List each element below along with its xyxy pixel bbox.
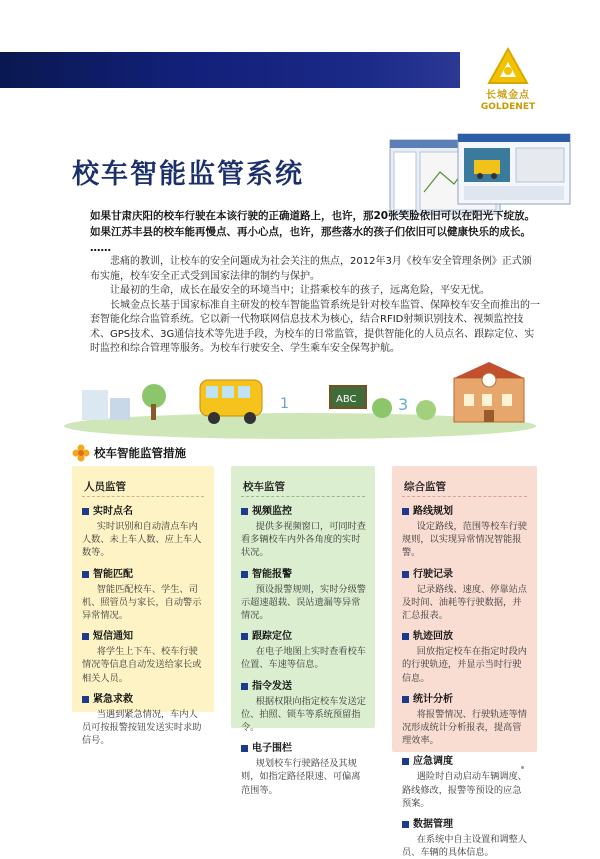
bullet-square-icon [241,571,248,578]
bullet-square-icon [241,508,248,515]
software-screenshots-illustration [388,132,572,220]
body-paragraph: 让最初的生命，成长在最安全的环境当中；让搭乘校车的孩子，远离危险，平安无忧。 [110,285,490,296]
intro-text [90,255,540,357]
logo-name-cn: 长城金点 [486,90,530,101]
column-vehicle [231,466,375,796]
measure-item: 视频监控 提供多视频窗口，可同时查看多辆校车内外各角度的实时状况。 [241,506,366,559]
measure-item: 数据管理 在系统中自主设置和调整人员、车辆的具体信息。 [402,819,527,859]
measure-item: 智能匹配 智能匹配校车、学生、司机、照管员与家长，自动警示异常情况。 [82,568,202,622]
measure-item: 短信通知 将学生上下车、校车行驶情况等信息自动发送给家长或相关人员。 [82,631,202,684]
bullet-square-icon [402,571,409,578]
bullet-square-icon [402,633,409,640]
measure-item: 统计分析 将报警情况、行驶轨迹等情况形成统计分析报表，提高管理效率。 [402,693,527,747]
bullet-square-icon [241,633,248,640]
measure-item: 跟踪定位 在电子地图上实时查看校车位置、车速等信息。 [241,631,366,671]
logo-triangle-icon [486,46,530,90]
measure-item: 应急调度 遇险时自动启动车辆调度、路线修改，报警等预设的应急预案。 [402,756,527,809]
bullet-square-icon [82,571,89,578]
measure-item: 轨迹回放 回放指定校车在指定时段内的行驶轨迹，并显示当时行驶信息。 [402,631,527,684]
bullet-square-icon [402,758,409,765]
body-paragraph: 悲痛的教训，让校车的安全问题成为社会关注的焦点，2012年3月《校车安全管理条例》正式颁布实施，校车安全正式受到国家法律的制约与保护。 [90,256,532,282]
body-paragraph: 长城金点长基于国家标准自主研发的校车智能监管系统是针对校车监管、保障校车安全而推出的一套智能化综合监管系统。它以新一代物联网信息技术为核心，结合RFID射频识别技术、视频监控技术、GPS技术、3G通信技术等先进手段，为校车的日常监管，提供智能化的人员点名、跟踪定位、实时监控和综合管理等服务。为校车行驶安全、学生乘车安全保驾护航。 [90,299,540,354]
section-title-text: 校车智能监管措施 [94,446,186,460]
lead-ellipsis: …… [90,242,111,254]
measure-item: 行驶记录 记录路线、速度、停靠站点及时间、油耗等行驶数据，并汇总报表。 [402,568,527,622]
lead-line: 如果江苏丰县的校车能再慢点、再小心点，也许，那些落水的孩子们依旧可以健康快乐的成长。 [90,226,531,238]
measures-section-title [72,442,186,464]
flower-icon [72,444,90,462]
bullet-square-icon [241,745,248,752]
measure-item: 紧急求救 当遇到紧急情况，车内人员可按报警按钮发送实时求助信号。 [82,693,202,747]
bullet-square-icon [241,683,248,690]
scene-mark-three: 3 [398,395,409,414]
scene-mark-one: 1 [280,396,289,412]
column-comprehensive [392,466,537,859]
company-logo [472,46,544,122]
lead-line: 如果甘肃庆阳的校车行驶在本该行驶的正确道路上，也许，那20张笑脸依旧可以在阳光下绽放。 [90,210,536,222]
page-title: 校车智能监管系统 [72,159,304,190]
measure-item: 智能报警 预设报警规则，实时分级警示超速超载、误站遗漏等异常情况。 [241,568,366,622]
school-bus-scene-illustration [62,360,538,440]
measure-item: 路线规划 设定路线，范围等校车行驶规则，以实现异常情况智能报警。 [402,506,527,559]
column-head: 校车监管 [243,481,285,493]
bullet-square-icon [402,696,409,703]
lead-paragraph [90,208,536,256]
bullet-square-icon [82,633,89,640]
measure-item: 实时点名 实时识别和自动清点车内人数、未上车人数、应上车人数等。 [82,506,202,559]
column-head: 综合监管 [404,481,446,493]
measure-item: 指令发送 根据权限向指定校车发送定位、拍照、锁车等系统预留指令。 [241,680,366,734]
header-band [0,52,460,88]
bullet-square-icon [82,508,89,515]
column-head: 人员监管 [84,481,126,493]
measure-item: 电子围栏 规划校车行驶路径及其规则，如指定路径限速、可偏离范围等。 [241,743,361,796]
page-dot [521,766,524,769]
scene-sign-text: ABC [336,394,357,405]
bullet-square-icon [402,821,409,828]
bullet-square-icon [402,508,409,515]
bullet-square-icon [82,696,89,703]
logo-name-en: GOLDENET [480,102,536,112]
column-personnel [72,466,214,747]
